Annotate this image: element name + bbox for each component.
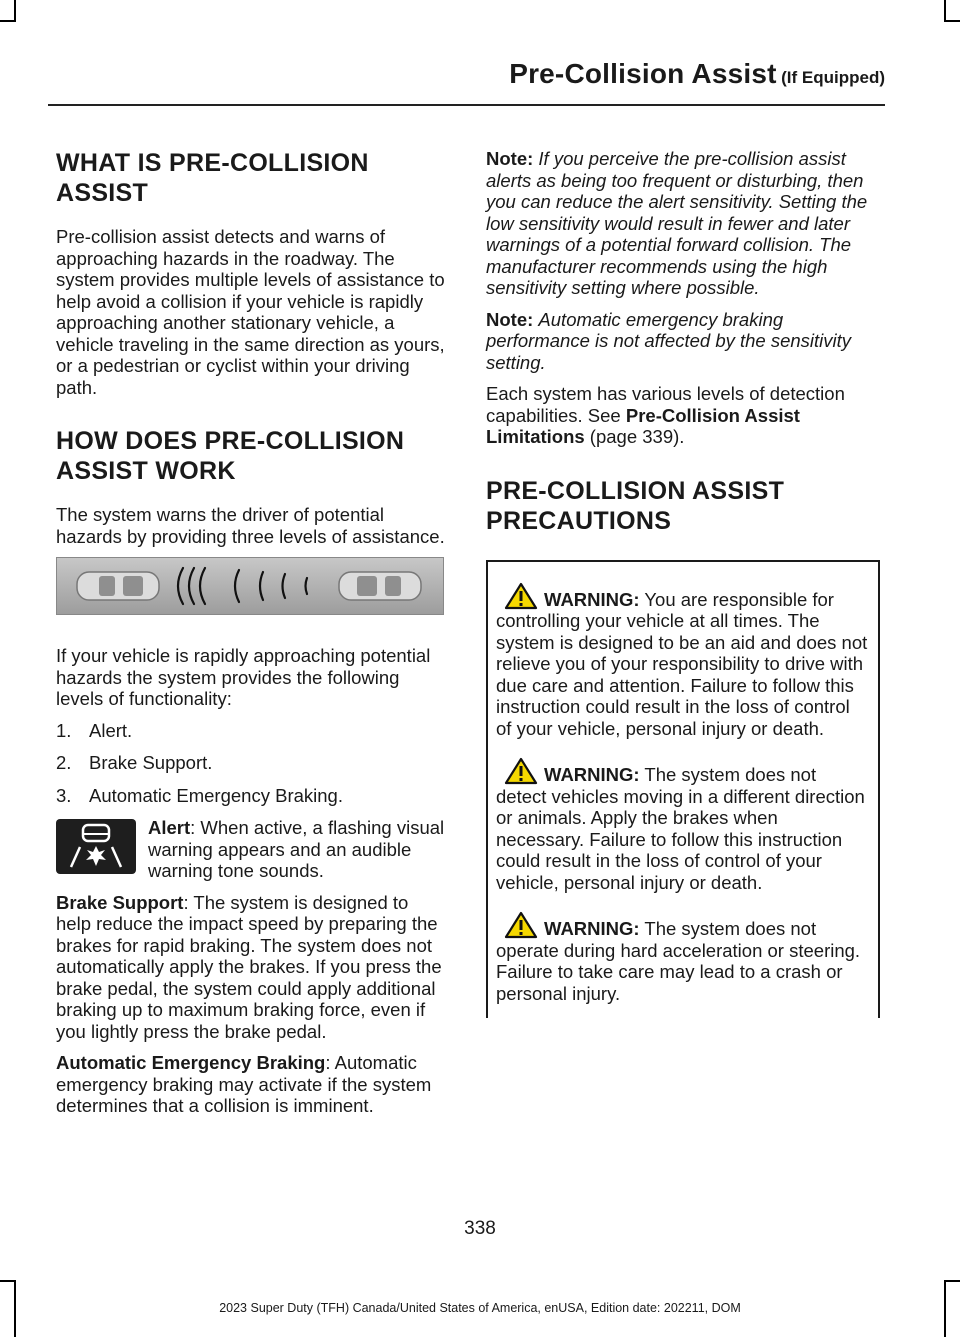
aeb-text: : Automatic emergency braking may activate if the system determines that a collision is imminent. [56, 1052, 432, 1116]
brake-support-text: : The system is designed to help reduce the impact speed by preparing the brakes for rapid braking. The system does not automatically apply the brakes. If you press the brake pedal, the system could apply additional braking up to maximum braking force, even if you lightly press the brake pedal. [56, 891, 442, 1042]
note-aeb: Note: Automatic emergency braking performance is not affected by the sensitivity setting. [486, 308, 852, 373]
warning-triangle-icon [504, 757, 538, 785]
page-number: 338 [464, 1218, 496, 1239]
warning-triangle-icon [504, 911, 538, 939]
warning-item: WARNING: You are responsible for controlling your vehicle at all times. The system is designed to be an aid and does not relieve you of your responsibility to drive with due care and attention. Failure to follow this instruction could result in the loss of control of your vehicle, personal injury or death. [496, 582, 870, 740]
warning-triangle-icon [504, 582, 538, 610]
section-what-is-paragraph: Pre-collision assist detects and warns of approaching hazards in the roadway. The system provides multiple levels of assistance to help avoid a collision if your vehicle is rapidly approaching another stationary vehicle, a vehicle traveling in the same direction as yours, or a pedestrian or cyclist within your driving path. [56, 226, 445, 398]
limitations-link[interactable]: Pre-Collision Assist Limitations [486, 404, 800, 447]
header-title: Pre-Collision Assist [509, 58, 777, 89]
crop-mark [944, 0, 946, 20]
section-how-does-paragraph: The system warns the driver of potential hazards by providing three levels of assistance. [56, 504, 445, 547]
list-item: 1. Alert. [56, 719, 133, 741]
section-heading-how-does: HOW DOES PRE-COLLISION ASSIST WORK [56, 427, 405, 485]
pre-collision-diagram [56, 557, 444, 615]
right-column [486, 148, 878, 1018]
crop-mark [0, 20, 16, 22]
page-footer: 2023 Super Duty (TFH) Canada/United States of America, enUSA, Edition date: 202211, DOM [219, 1301, 741, 1315]
section-heading-precautions: PRE-COLLISION ASSIST PRECAUTIONS [486, 476, 785, 535]
brake-support-paragraph [56, 892, 448, 1043]
aeb-term: Automatic Emergency Braking [56, 1052, 326, 1073]
section-heading-what-is: WHAT IS PRE-COLLISION ASSIST [56, 149, 369, 207]
collision-warning-icon [56, 819, 136, 874]
host-vehicle-icon [77, 572, 159, 600]
target-vehicle-icon [339, 572, 421, 600]
levels-list [56, 720, 448, 807]
left-column [56, 148, 448, 1127]
note-sensitivity: Note: If you perceive the pre-collision assist alerts as being too frequent or disturbing, then you can reduce the alert sensitivity. Setting the low sensitivity would result in fewer and later warnings of a potential forward collision. The manufacturer recommends using the high sensitivity setting where possible. [486, 148, 868, 298]
crop-mark [0, 1280, 16, 1282]
list-item: 3. Automatic Emergency Braking. [56, 784, 343, 806]
crop-mark [944, 20, 960, 22]
brake-support-term: Brake Support [56, 891, 184, 913]
warning-item: WARNING: The system does not operate during hard acceleration or steering. Failure to take care may lead to a crash or personal injury. [496, 911, 870, 1004]
warning-box [486, 560, 880, 1019]
car-approach-illustration [57, 558, 443, 614]
page-header [0, 58, 885, 90]
list-item: 2. Brake Support. [56, 752, 213, 773]
alert-description [56, 817, 448, 882]
alert-text: : When active, a flashing visual warning appears and an audible warning tone sounds. [148, 817, 445, 881]
aeb-paragraph [56, 1052, 448, 1117]
levels-intro: If your vehicle is rapidly approaching potential hazards the system provides the following levels of functionality: [56, 645, 431, 709]
crop-mark [944, 1280, 960, 1282]
alert-term: Alert [148, 817, 191, 838]
crop-mark [14, 0, 16, 20]
header-subtitle: (If Equipped) [781, 68, 885, 87]
radar-wave-icon [178, 568, 307, 604]
warning-item: WARNING: The system does not detect vehicles moving in a different direction or animals. Apply the brakes when necessary. Failure to follow this instruction could result in the loss of control of your vehicle, personal injury or death. [496, 757, 870, 893]
header-rule [48, 104, 885, 106]
detection-paragraph: Each system has various levels of detection capabilities. See Pre-Collision Assist Limitations (page 339). [486, 383, 845, 447]
